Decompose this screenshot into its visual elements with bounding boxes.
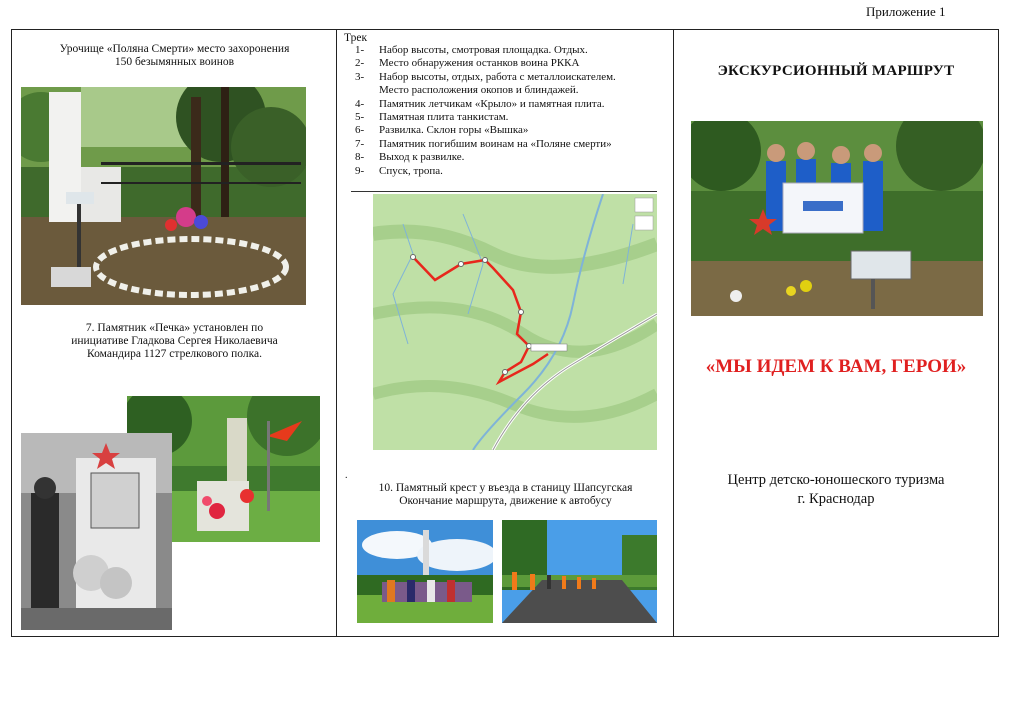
track-item-text: Развилка. Склон горы «Вышка» — [379, 124, 529, 137]
memorial-caption — [12, 43, 337, 69]
caption-line: Командира 1127 стрелкового полка. — [87, 348, 262, 360]
appendix-label: Приложение 1 — [866, 4, 946, 19]
track-item-number: 8- — [355, 151, 365, 164]
track-item-number: 6- — [355, 124, 365, 137]
track-list — [355, 44, 616, 178]
track-item-number: 9- — [355, 164, 365, 177]
track-item-text: Набор высоты, смотровая площадка. Отдых. — [379, 44, 588, 56]
caption-line: инициативе Гладкова Сергея Николаевича — [71, 335, 278, 347]
track-item — [355, 57, 616, 70]
slogan: «МЫ ИДЕМ К ВАМ, ГЕРОИ» — [705, 356, 967, 377]
organizer-city: г. Краснодар — [797, 491, 875, 507]
caption-line: 7. Памятник «Печка» установлен по — [85, 322, 264, 334]
track-item — [355, 165, 616, 178]
right-panel — [674, 30, 998, 636]
left-panel — [12, 30, 337, 636]
caption-line: 10. Памятный крест у въезда в станицу Шапсугская — [378, 482, 633, 494]
track-item — [355, 84, 616, 97]
track-item-text: Памятник летчикам «Крыло» и памятная плита. — [379, 97, 605, 110]
track-item-text: Набор высоты, отдых, работа с металлоискателем. — [379, 70, 616, 83]
track-item — [355, 98, 616, 111]
caption-line: 150 безымянных воинов — [114, 56, 235, 68]
track-item — [355, 124, 616, 137]
track-item-number: 7- — [355, 137, 365, 150]
pechka-monument-archive-photo — [21, 433, 172, 630]
route-title: ЭКСКУРСИОННЫЙ МАРШРУТ — [717, 63, 955, 79]
track-item — [355, 151, 616, 164]
organizer-name — [674, 471, 998, 509]
route-map[interactable] — [373, 194, 657, 450]
track-item — [355, 111, 616, 124]
group-banner-photo — [691, 121, 983, 316]
stray-dot: . — [345, 470, 348, 481]
track-item — [355, 71, 616, 84]
brochure-frame — [11, 29, 999, 637]
caption-line: Окончание маршрута, движение к автобусу — [399, 495, 612, 507]
track-item-number: 3- — [355, 70, 365, 83]
organizer-line: Центр детско-юношеского туризма — [727, 472, 945, 488]
track-title: Трек — [344, 32, 368, 44]
track-item — [355, 138, 616, 151]
cross-caption — [337, 482, 674, 508]
divider — [351, 191, 657, 192]
track-item-text: Место обнаружения останков воина РККА — [379, 57, 580, 70]
track-item-text: Спуск, тропа. — [379, 164, 443, 177]
track-item-number: 5- — [355, 111, 365, 124]
middle-panel — [337, 30, 674, 636]
caption-line: Урочище «Поляна Смерти» место захоронения — [59, 43, 290, 55]
track-item-text: Выход к развилке. — [379, 151, 465, 164]
memorial-cross-group-photo — [357, 520, 493, 623]
track-item — [355, 44, 616, 57]
track-item-number: 2- — [355, 57, 365, 70]
track-item-number — [355, 84, 379, 97]
road-walk-photo — [502, 520, 657, 623]
track-item-number: 4- — [355, 97, 365, 110]
track-item-text: Памятная плита танкистам. — [379, 111, 509, 124]
memorial-grave-photo — [21, 87, 306, 305]
pechka-caption — [12, 322, 337, 361]
track-item-text: Памятник погибшим воинам на «Поляне смерти» — [379, 137, 612, 150]
track-item-text: Место расположения окопов и блиндажей. — [379, 84, 579, 97]
track-item-number: 1- — [355, 44, 365, 56]
